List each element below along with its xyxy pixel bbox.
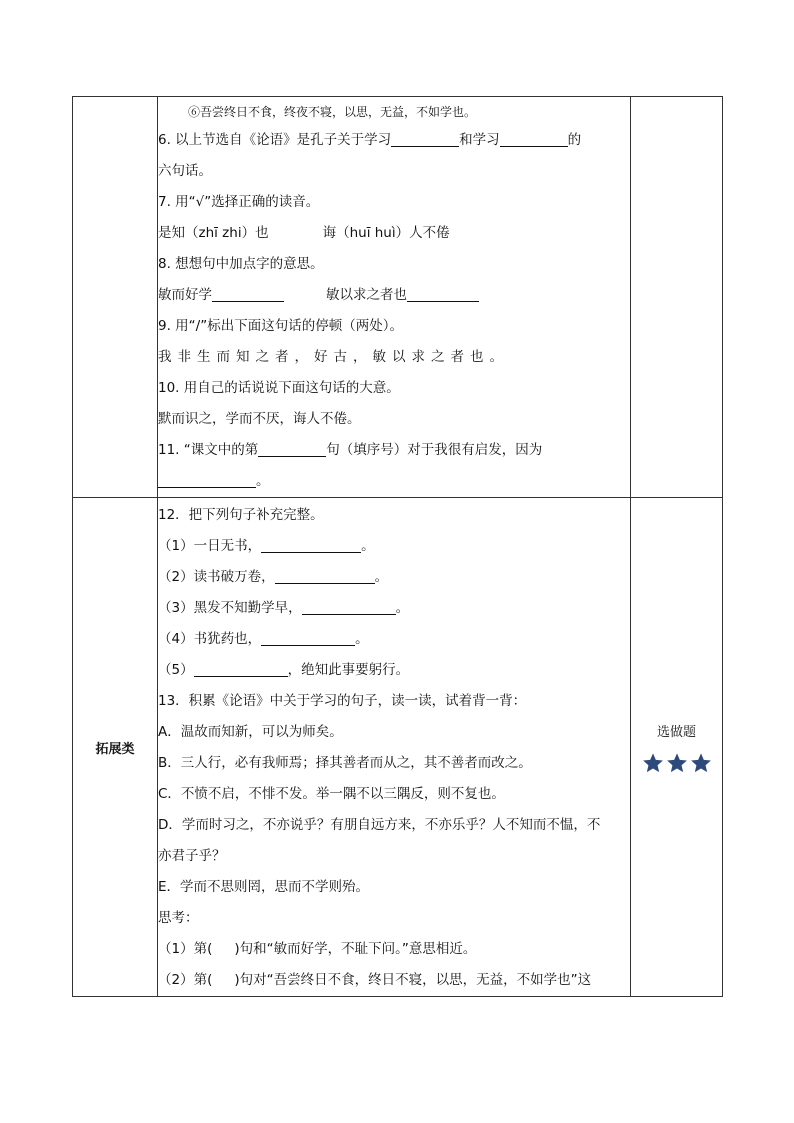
- question-10-title: 10. 用自己的话说说下面这句话的大意。: [158, 380, 400, 396]
- think-item-1: [158, 934, 630, 965]
- section-reading-row: [73, 97, 723, 498]
- q8-blank-1[interactable]: [212, 285, 284, 302]
- q12-item-4: [158, 624, 630, 655]
- side-cell-empty: [631, 97, 723, 498]
- q13-item-d: D．学而时习之，不亦说乎？有朋自远方来，不亦乐乎？人不知而不愠，不: [158, 817, 601, 833]
- q13-item-a: A．温故而知新，可以为师矣。: [158, 724, 343, 740]
- quote-line-6: ⑥吾尝终日不食，终夜不寝，以思，无益，不如学也。: [188, 105, 477, 119]
- content-cell-extension: [158, 498, 631, 997]
- question-8-title: 8. 想想句中加点字的意思。: [158, 256, 324, 272]
- think-item-2: [158, 965, 630, 996]
- q12-item-5: [158, 655, 630, 686]
- q13-item-d-cont: 亦君子乎？: [158, 848, 226, 864]
- question-9-title: 9. 用“/”标出下面这句话的停顿（两处）。: [158, 318, 403, 334]
- q12-2-end: 。: [374, 569, 389, 585]
- category-cell-extension: [73, 498, 158, 997]
- q13-item-e: E．学而不思则罔，思而不学则殆。: [158, 879, 370, 895]
- q8-blank-2[interactable]: [407, 285, 479, 302]
- q13-item-b: B．三人行，必有我师焉；择其善者而从之，其不善者而改之。: [158, 755, 532, 771]
- question-8-items: [158, 280, 630, 311]
- category-label-extension: 拓展类: [95, 741, 135, 757]
- worksheet-table: [72, 96, 723, 997]
- question-12-title: 12．把下列句子补充完整。: [158, 507, 324, 523]
- q12-3-end: 。: [395, 600, 410, 616]
- q6-text-a: 6. 以上节选自《论语》是孔子关于学习: [158, 132, 392, 148]
- q12-4-text: （4）书犹药也，: [158, 631, 262, 647]
- section-extension-row: [73, 498, 723, 997]
- q12-3-text: （3）黑发不知勤学早，: [158, 600, 302, 616]
- think-1-text: （1）第(: [158, 941, 213, 957]
- think-label: 思考：: [158, 910, 199, 926]
- q11-blank-2[interactable]: [158, 471, 256, 488]
- q11-blank-1[interactable]: [258, 440, 326, 457]
- question-6-line: [158, 125, 630, 156]
- side-cell-optional: [631, 498, 723, 997]
- question-7-options: [158, 218, 630, 249]
- q12-item-3: [158, 593, 630, 624]
- question-7-title: 7. 用“√”选择正确的读音。: [158, 194, 320, 210]
- q12-2-text: （2）读书破万卷，: [158, 569, 275, 585]
- q6-text-b: 和学习: [459, 132, 500, 148]
- q12-5-end: ，绝知此事要躬行。: [287, 662, 410, 678]
- q6-text-c: 的: [567, 132, 582, 148]
- q12-item-2: [158, 562, 630, 593]
- q7-option-a[interactable]: 是知（zhī zhi）也: [158, 225, 269, 241]
- q8-item-b: 敏以求之者也: [326, 287, 407, 303]
- content-cell-reading: [158, 97, 631, 498]
- q12-3-blank[interactable]: [302, 598, 396, 615]
- q12-1-text: （1）一日无书，: [158, 538, 262, 554]
- q12-item-1: [158, 531, 630, 562]
- category-cell-empty: [73, 97, 158, 498]
- q11-end: 。: [256, 473, 270, 489]
- star-icon: [642, 752, 664, 774]
- question-13-title: 13．积累《论语》中关于学习的句子，读一读，试着背一背：: [158, 693, 527, 709]
- q12-5-blank[interactable]: [194, 660, 288, 677]
- star-icon: [666, 752, 688, 774]
- optional-label: 选做题: [656, 724, 696, 740]
- q12-5-text: （5）: [158, 662, 194, 678]
- q7-option-b[interactable]: 诲（huī huì）人不倦: [322, 225, 450, 241]
- q12-4-end: 。: [355, 631, 369, 647]
- question-6-line-2: 六句话。: [158, 163, 212, 179]
- think-2-text: （2）第(: [158, 972, 213, 988]
- q6-blank-2[interactable]: [500, 130, 568, 147]
- question-10-sentence: 默而识之，学而不厌，诲人不倦。: [158, 411, 361, 427]
- q11-text-b: 句（填序号）对于我很有启发，因为: [326, 442, 543, 458]
- q6-blank-1[interactable]: [391, 130, 459, 147]
- q13-item-c: C．不愤不启，不悱不发。举一隅不以三隅反，则不复也。: [158, 786, 505, 802]
- question-11-line: [158, 435, 630, 466]
- think-2-end: )句对“吾尝终日不食，终日不寝，以思，无益，不如学也”这: [234, 972, 592, 988]
- q12-2-blank[interactable]: [275, 567, 375, 584]
- question-9-sentence[interactable]: 我非生而知之者，好古，敏以求之者也。: [158, 349, 509, 365]
- difficulty-stars: [631, 752, 722, 774]
- q12-4-blank[interactable]: [261, 629, 355, 646]
- q12-1-end: 。: [361, 538, 375, 554]
- star-icon: [690, 752, 712, 774]
- think-1-end: )句和“敏而好学，不耻下问。”意思相近。: [234, 941, 477, 957]
- q8-item-a: 敏而好学: [158, 287, 212, 303]
- q11-text-a: 11. “课文中的第: [158, 442, 259, 458]
- question-11-line-2: [158, 466, 630, 497]
- q12-1-blank[interactable]: [261, 536, 361, 553]
